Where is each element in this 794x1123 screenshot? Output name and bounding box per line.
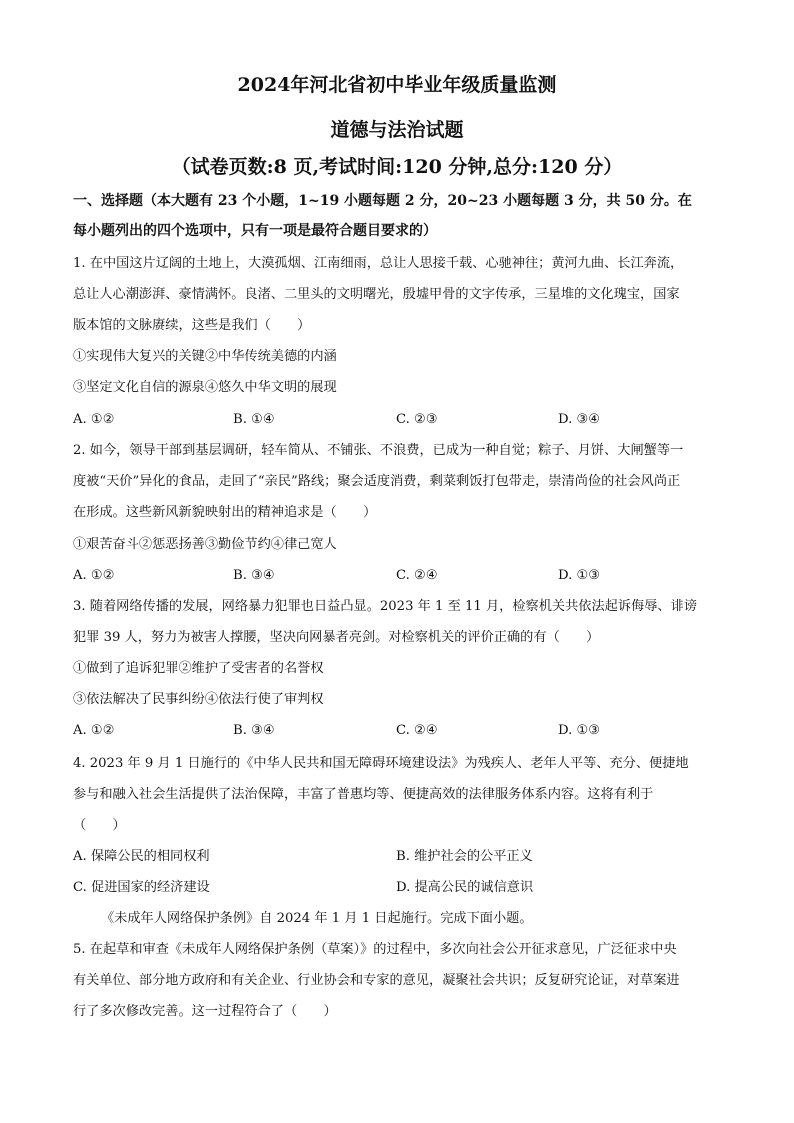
shared-stem: 《未成年人网络保护条例》自 2024 年 1 月 1 日起施行。完成下面小题。 <box>101 911 533 926</box>
q1-stem-line-1: 1. 在中国这片辽阔的土地上，大漠孤烟、江南细雨，总让人思接千载、心驰神往；黄河九曲、长江奔流， <box>73 256 684 271</box>
q3-option-a: A. ①② <box>73 723 115 738</box>
q1-statement-2: ③坚定文化自信的源泉④悠久中华文明的展现 <box>73 380 337 395</box>
exam-info: （试卷页数:8 页,考试时间:120 分钟,总分:120 分） <box>171 156 623 178</box>
q2-option-b: B. ③④ <box>233 568 275 583</box>
q1-option-d: D. ③④ <box>558 412 601 427</box>
q3-stem-line-2: 犯罪 39 人，努力为被害人撑腰，坚决向网暴者亮剑。对检察机关的评价正确的有（ ） <box>73 630 600 645</box>
q1-option-c: C. ②③ <box>396 412 438 427</box>
q1-statement-1: ①实现伟大复兴的关键②中华传统美德的内涵 <box>73 349 337 364</box>
q2-option-c: C. ②④ <box>396 568 438 583</box>
q4-stem-line-3: （ ） <box>73 818 126 833</box>
q3-option-b: B. ③④ <box>233 723 275 738</box>
q3-statement-2: ③依法解决了民事纠纷④依法行使了审判权 <box>73 692 324 707</box>
q4-option-b: B. 维护社会的公平正义 <box>396 849 533 864</box>
q3-option-d: D. ①③ <box>558 723 601 738</box>
q5-stem-line-2: 有关单位、部分地方政府和有关企业、行业协会和专家的意见，凝聚社会共识；反复研究论证，对草案进 <box>73 973 680 988</box>
q3-option-c: C. ②④ <box>396 723 438 738</box>
q2-stem-line-1: 2. 如今，领导干部到基层调研，轻车简从、不铺张、不浪费，已成为一种自觉；粽子、月饼、大闸蟹等一 <box>73 443 684 458</box>
q1-stem-line-2: 总让人心潮澎湃、豪情满怀。良渚、二里头的文明曙光，殷墟甲骨的文字传承，三星堆的文化瑰宝，国家 <box>73 287 680 302</box>
q5-stem-line-3: 行了多次修改完善。这一过程符合了（ ） <box>73 1004 337 1019</box>
q4-option-d: D. 提高公民的诚信意识 <box>396 880 534 895</box>
q3-stem-line-1: 3. 随着网络传播的发展，网络暴力犯罪也日益凸显。2023 年 1 至 11 月，检察机关共依法起诉侮辱、诽谤 <box>73 599 697 614</box>
q2-stem-line-3: 在形成。这些新风新貌映射出的精神追求是（ ） <box>73 505 377 520</box>
q1-option-b: B. ①④ <box>233 412 275 427</box>
exam-subject: 道德与法治试题 <box>330 119 464 141</box>
q2-option-d: D. ①③ <box>558 568 601 583</box>
q3-statement-1: ①做到了追诉犯罪②维护了受害者的名誉权 <box>73 661 324 676</box>
q2-stem-line-2: 度被“天价”异化的食品，走回了“亲民”路线；聚会适度消费，剩菜剩饭打包带走，崇清尚俭的社会风尚正 <box>73 474 681 489</box>
q2-option-a: A. ①② <box>73 568 115 583</box>
q5-stem-line-1: 5. 在起草和审查《未成年人网络保护条例（草案）》的过程中，多次向社会公开征求意见，广泛征求中央 <box>73 942 677 957</box>
q4-stem-line-1: 4. 2023 年 9 月 1 日施行的《中华人民共和国无障碍环境建设法》为残疾人、老年人平等、充分、便捷地 <box>73 756 689 771</box>
q4-option-a: A. 保障公民的相同权利 <box>73 849 210 864</box>
exam-title: 2024年河北省初中毕业年级质量监测 <box>237 74 557 96</box>
section-heading-line-2: 每小题列出的四个选项中，只有一项是最符合题目要求的） <box>73 223 437 239</box>
q4-option-c: C. 促进国家的经济建设 <box>73 880 210 895</box>
q4-stem-line-2: 参与和融入社会生活提供了法治保障，丰富了普惠均等、便捷高效的法律服务体系内容。这将有利于 <box>73 787 654 802</box>
q1-option-a: A. ①② <box>73 412 115 427</box>
q2-statement-1: ①艰苦奋斗②惩恶扬善③勤俭节约④律己宽人 <box>73 537 337 552</box>
q1-stem-line-3: 版本馆的文脉赓续，这些是我们（ ） <box>73 318 311 333</box>
section-heading-line-1: 一、选择题（本大题有 23 个小题，1~19 小题每题 2 分，20~23 小题每题 3 分，共 50 分。在 <box>73 193 692 209</box>
